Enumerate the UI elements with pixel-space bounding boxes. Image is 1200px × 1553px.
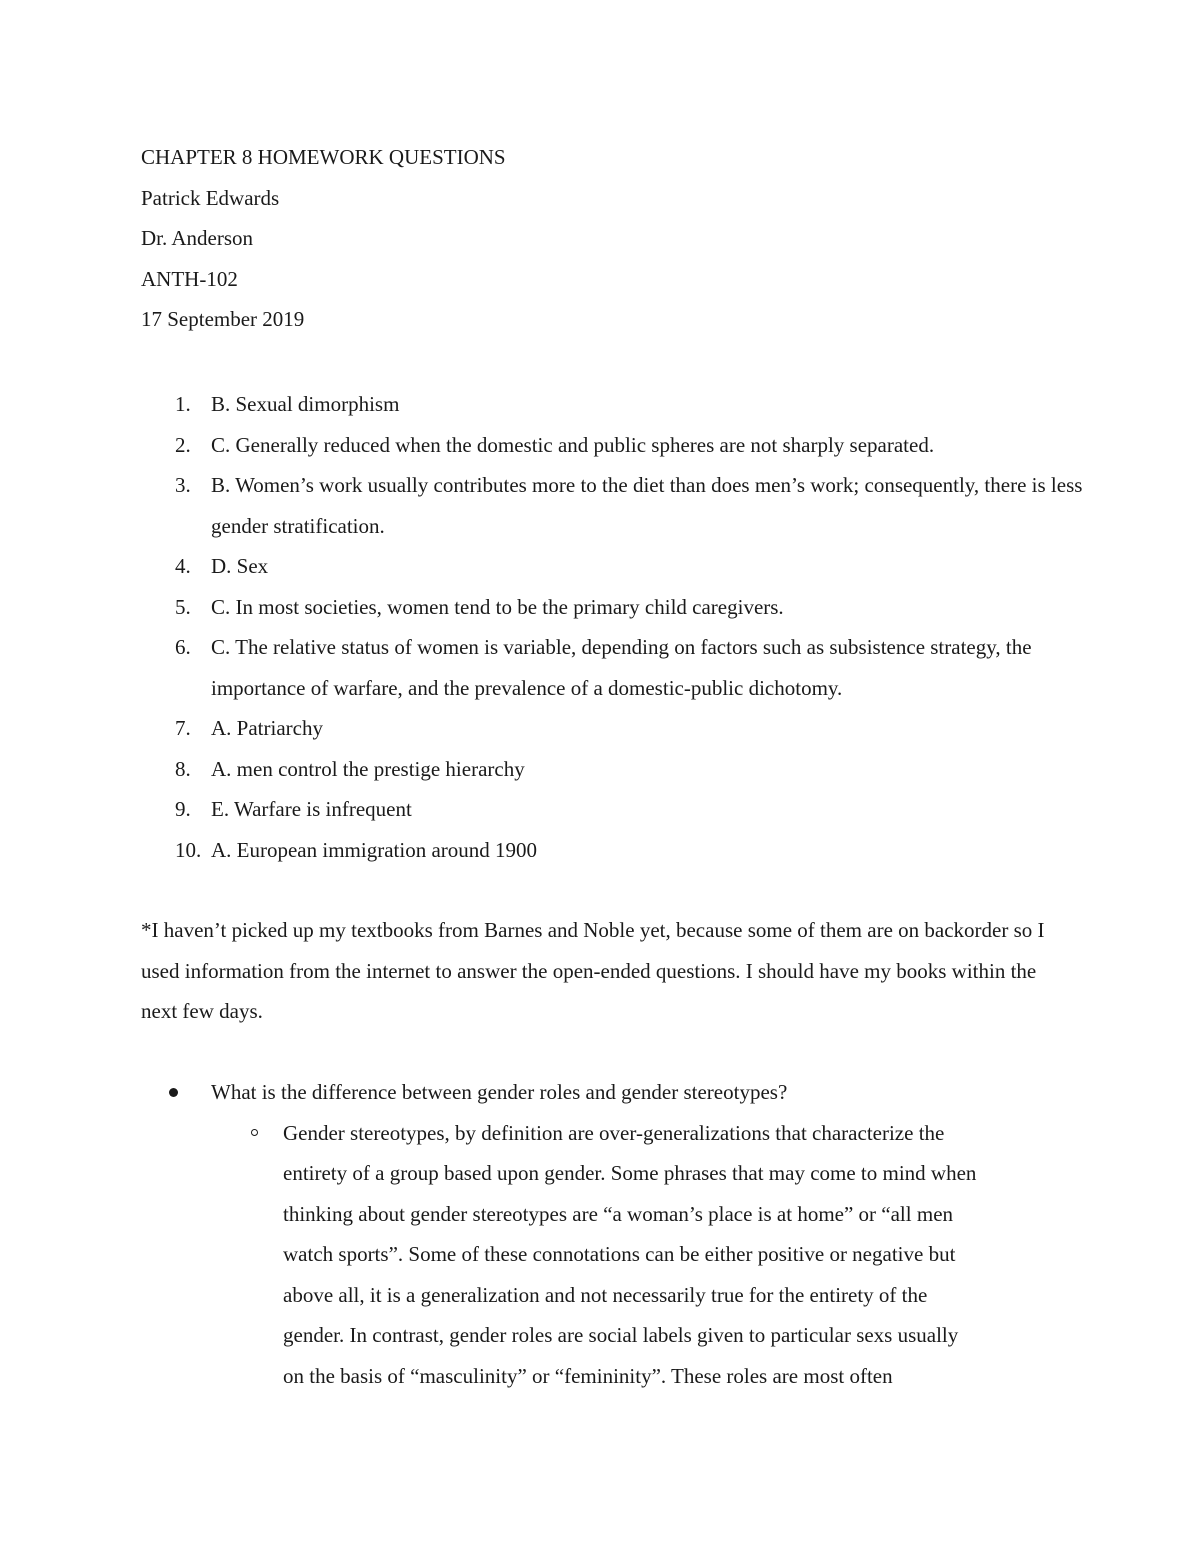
list-item-text: A. European immigration around 1900 bbox=[211, 837, 538, 862]
list-item bbox=[141, 587, 1101, 628]
answer-text: Gender stereotypes, by definition are over-generalizations that characterize the entirety of a group based upon gender. Some phrases that may come to mind when thinking about gender stereotypes are “a woman’s place is at home” or “all men watch sports”. Some of these connotations can be either positive or negative but above all, it is a generalization and not necessarily true for the entirety of the gender. In contrast, gender roles are social labels given to particular sexs usually on the basis of “masculinity” or “femininity”. These roles are most often bbox=[283, 1120, 977, 1388]
list-item bbox=[141, 789, 1101, 830]
list-item bbox=[141, 546, 1101, 587]
bullet-icon bbox=[169, 1088, 178, 1097]
list-item-text: C. Generally reduced when the domestic and public spheres are not sharply separated. bbox=[211, 432, 935, 457]
list-item-number: 2. bbox=[175, 432, 191, 457]
question-text: What is the difference between gender roles and gender stereotypes? bbox=[211, 1080, 788, 1104]
list-item bbox=[141, 425, 1101, 466]
list-item-number: 7. bbox=[175, 716, 191, 740]
answer-item bbox=[211, 1113, 983, 1397]
list-item-text: E. Warfare is infrequent bbox=[211, 797, 412, 821]
answer-sublist bbox=[211, 1113, 1101, 1397]
list-item-text: D. Sex bbox=[211, 554, 269, 578]
list-item-number: 3. bbox=[175, 473, 191, 497]
list-item-text: C. In most societies, women tend to be the primary child caregivers. bbox=[211, 594, 784, 619]
list-item-text: B. Women’s work usually contributes more to the diet than does men’s work; consequently, there is less gender stratification. bbox=[211, 473, 1083, 538]
list-item-text: A. Patriarchy bbox=[211, 716, 323, 740]
list-item bbox=[141, 465, 1101, 546]
list-item-number: 6. bbox=[175, 635, 191, 659]
list-item bbox=[141, 627, 1101, 708]
document-header bbox=[141, 141, 1101, 344]
list-item bbox=[141, 708, 1101, 749]
student-name: Patrick Edwards bbox=[141, 185, 280, 210]
answer-list bbox=[141, 384, 1101, 870]
list-item-number: 9. bbox=[175, 797, 191, 821]
question-item bbox=[141, 1072, 1101, 1396]
course-code: ANTH-102 bbox=[141, 266, 238, 291]
list-item-text: B. Sexual dimorphism bbox=[211, 392, 400, 416]
list-item bbox=[141, 749, 1101, 790]
document-date: 17 September 2019 bbox=[141, 307, 305, 331]
list-item-text: A. men control the prestige hierarchy bbox=[211, 756, 525, 781]
list-item-number: 8. bbox=[175, 756, 191, 781]
instructor-name: Dr. Anderson bbox=[141, 226, 253, 250]
list-item-text: C. The relative status of women is variable, depending on factors such as subsistence strategy, the importance of warfare, and the prevalence of a domestic-public dichotomy. bbox=[211, 635, 1032, 700]
list-item-number: 5. bbox=[175, 594, 191, 619]
list-item-number: 10. bbox=[175, 837, 202, 862]
list-item bbox=[141, 384, 1101, 425]
hollow-bullet-icon bbox=[251, 1129, 258, 1136]
document-title: CHAPTER 8 HOMEWORK QUESTIONS bbox=[141, 145, 506, 169]
list-item-number: 1. bbox=[175, 392, 191, 416]
list-item bbox=[141, 830, 1101, 871]
textbook-note: *I haven’t picked up my textbooks from Barnes and Noble yet, because some of them are on backorder so I used information from the internet to answer the open-ended questions. I should have my books within the next few days. bbox=[141, 918, 1045, 1023]
list-item-number: 4. bbox=[175, 554, 191, 578]
question-list bbox=[141, 1072, 1101, 1396]
